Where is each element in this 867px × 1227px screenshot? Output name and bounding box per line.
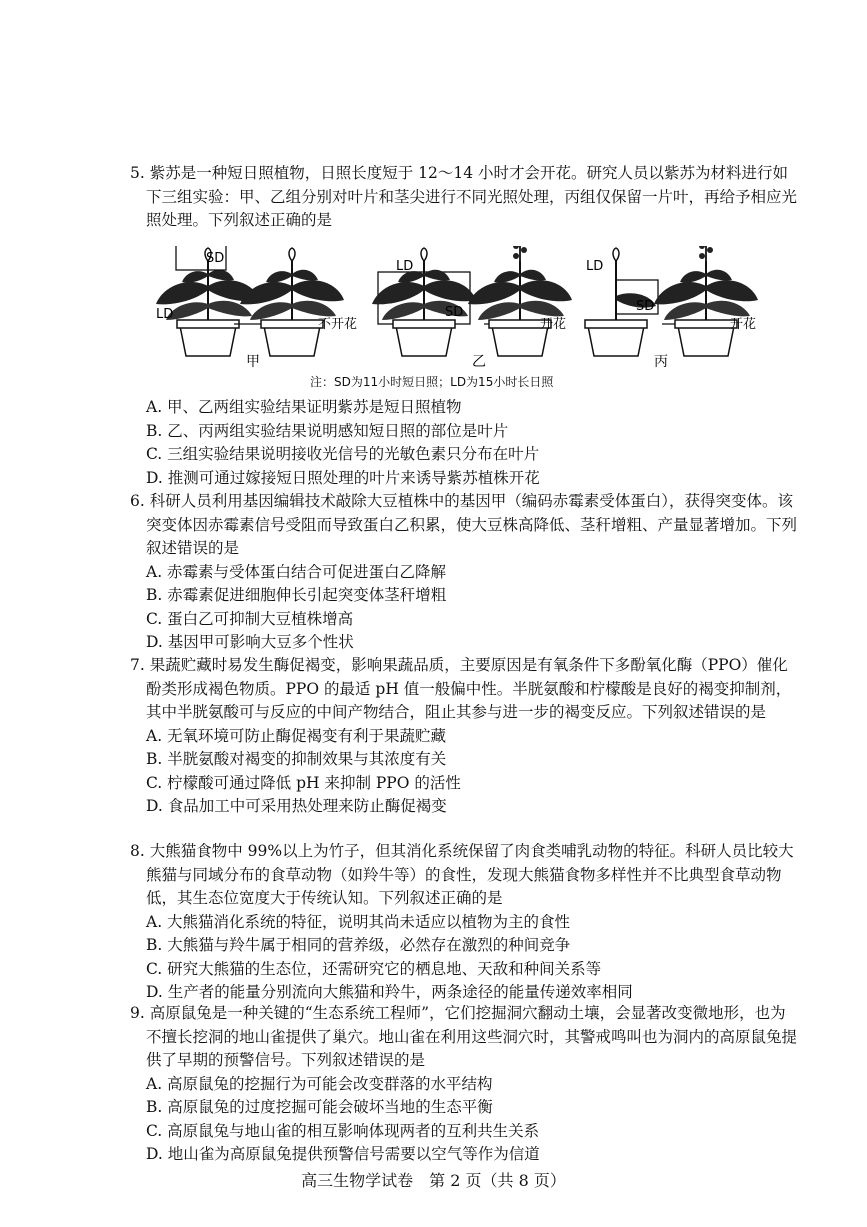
question-6-option-d: D. 基因甲可影响大豆多个性状 [146,633,354,651]
group-b-sd-label: SD [445,305,464,320]
group-a-ld-label: LD [156,307,174,322]
question-9 [130,1002,800,1167]
question-5-option-c: C. 三组实验结果说明接收光信号的光敏色素只分布在叶片 [146,445,540,463]
question-8-option-b: B. 大熊猫与羚牛属于相同的营养级，必然存在激烈的种间竞争 [146,936,571,954]
question-6 [130,490,800,655]
group-b-ld-label: LD [396,259,414,274]
group-c-result: 开花 [730,317,757,332]
question-6-option-c: C. 蛋白乙可抑制大豆植株增高 [146,609,354,628]
question-7-option-a: A. 无氧环境可防止酶促褐变有利于果蔬贮藏 [146,726,447,745]
question-8 [130,840,800,1005]
group-a-sd-label: SD [206,251,225,266]
question-9-option-b: B. 高原鼠兔的过度挖掘可能会破坏当地的生态平衡 [146,1098,493,1116]
question-6-option-b: B. 赤霉素促进细胞伸长引起突变体茎秆增粗 [146,586,447,604]
question-8-option-d: D. 生产者的能量分别流向大熊猫和羚牛，两条途径的能量传递效率相同 [146,983,633,1001]
question-9-stem: 9. 高原鼠兔是一种关键的“生态系统工程师”，它们挖掘洞穴翻动土壤，会显著改变微地形，也为不擅长挖洞的地山雀提供了巢穴。地山雀在利用这些洞穴时，其警戒鸣叫也为洞内的高原鼠兔提供了早期的预警信号。下列叙述错误的是 [130,1004,798,1069]
group-c-after-plant [654,246,758,356]
question-6-option-a: A. 赤霉素与受体蛋白结合可促进蛋白乙降解 [146,562,447,581]
group-c-sd-label: SD [636,299,655,314]
question-7-option-c: C. 柠檬酸可通过降低 pH 来抑制 PPO 的活性 [146,773,461,792]
question-8-option-c: C. 研究大熊猫的生态位，还需研究它的栖息地、天敌和种间关系等 [146,959,602,978]
group-b-label: 乙 [472,354,486,370]
group-b-after-plant [468,246,572,356]
question-9-option-d: D. 地山雀为高原鼠兔提供预警信号需要以空气等作为信道 [146,1145,540,1163]
question-7 [130,654,800,819]
question-6-stem: 6. 科研人员利用基因编辑技术敲除大豆植株中的基因甲（编码赤霉素受体蛋白），获得突变体。该突变体因赤霉素信号受阻而导致蛋白乙积累，使大豆株高降低、茎秆增粗、产量显著增加。下列叙述错误的是 [130,492,798,557]
question-5-option-b: B. 乙、丙两组实验结果说明感知短日照的部位是叶片 [146,421,509,440]
group-b-result: 开花 [540,317,567,332]
question-7-option-b: B. 半胱氨酸对褐变的抑制效果与其浓度有关 [146,750,447,768]
group-a-label: 甲 [246,354,260,370]
group-c-ld-label: LD [586,259,604,274]
group-b-before-plant [372,248,476,356]
question-5-stem: 5. 紫苏是一种短日照植物，日照长度短于 12～14 小时才会开花。研究人员以紫苏为材料进行如下三组实验：甲、乙组分别对叶片和茎尖进行不同光照处理，丙组仅保留一片叶，再给予相应光照处理。下列叙述正确的是 [130,164,798,229]
figure-note: 注：SD为11小时短日照；LD为15小时长日照 [310,375,554,389]
group-a-result: 不开花 [318,317,358,332]
group-c-label: 丙 [654,354,668,370]
question-8-stem: 8. 大熊猫食物中 99%以上为竹子，但其消化系统保留了肉食类哺乳动物的特征。科研人员比较大熊猫与同域分布的食草动物（如羚牛等）的食性，发现大熊猫食物多样性并不比典型食草动物低，其生态位宽度大于传统认知。下列叙述正确的是 [130,842,794,907]
question-8-option-a: A. 大熊猫消化系统的特征，说明其尚未适应以植物为主的食性 [146,912,571,931]
question-9-option-a: A. 高原鼠兔的挖掘行为可能会改变群落的水平结构 [146,1074,493,1093]
question-5-options [130,396,800,490]
question-5 [130,162,800,233]
question-5-option-a: A. 甲、乙两组实验结果证明紫苏是短日照植物 [146,398,462,416]
page-footer: 高三生物学试卷 第 2 页（共 8 页） [301,1171,566,1190]
question-7-option-d: D. 食品加工中可采用热处理来防止酶促褐变 [146,797,447,815]
question-5-option-d: D. 推测可通过嫁接短日照处理的叶片来诱导紫苏植株开花 [146,468,540,487]
question-9-option-c: C. 高原鼠兔与地山雀的相互影响体现两者的互利共生关系 [146,1121,540,1140]
group-a-after-plant [240,248,344,356]
question-7-stem: 7. 果蔬贮藏时易发生酶促褐变，影响果蔬品质，主要原因是有氧条件下多酚氧化酶（PPO）催化酚类形成褐色物质。PPO 的最适 pH 值一般偏中性。半胱氨酸和柠檬酸是良好的褐变抑制剂，其中半胱氨酸可与反应的中间产物结合，阻止其参与进一步的褐变反应。下列叙述错误的是 [130,656,792,721]
